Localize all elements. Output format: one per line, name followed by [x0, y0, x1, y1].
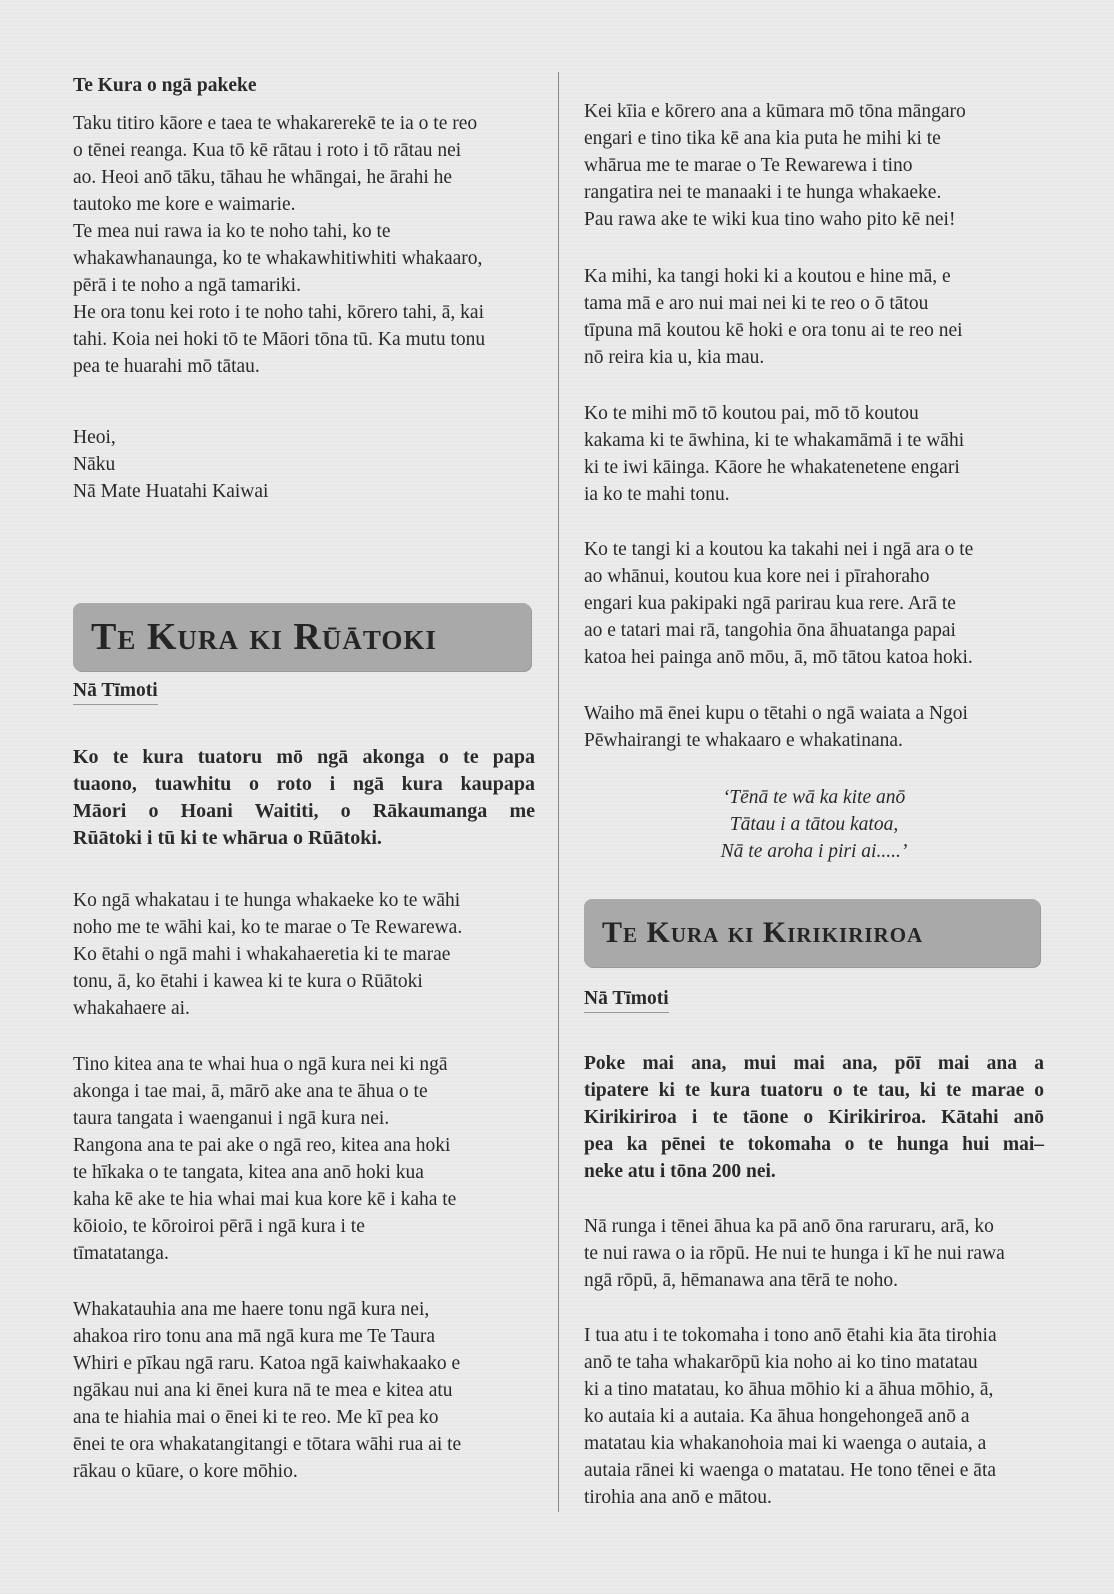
paragraph: [584, 536, 1044, 671]
paragraph: [584, 700, 1044, 754]
text-line: Poke mai ana, mui mai ana, pōī mai ana a: [584, 1053, 1044, 1074]
text-line: tuaono, tuawhitu o roto i ngā kura kaupapa: [73, 773, 535, 795]
section-heading-text: Te Kura ki Kirikiriroa: [602, 916, 924, 949]
text-line: ao. Heoi anō tāku, tāhau he whāngai, he ārahi he: [73, 167, 453, 188]
text-line: Nāku: [73, 454, 116, 475]
text-line: kakama ki te āwhina, ki te whakamāmā i te wāhi: [584, 430, 965, 451]
text-line: whārua me te marae o Te Rewarewa i tino: [584, 155, 913, 176]
text-line: He ora tonu kei roto i te noho tahi, kōrero tahi, ā, kai: [73, 302, 485, 323]
text-line: ko autaia ki a autaia. Ka āhua hongehongeā anō a: [584, 1406, 970, 1427]
text-line: ‘Tēnā te wā ka kite anō: [722, 787, 906, 808]
text-line: engari e tino tika kē ana kia puta he mihi ki te: [584, 128, 941, 149]
text-line: o tēnei reanga. Kua tō kē rātau i roto i tō rātau nei: [73, 140, 462, 161]
text-line: Kirikiriroa i te tāone o Kirikiriroa. Kātahi anō: [584, 1107, 1044, 1128]
text-line: tautoko me kore e waimarie.: [73, 194, 296, 215]
text-line: Tātau i a tātou katoa,: [729, 814, 899, 835]
text-line: anō te taha whakarōpū kia noho ai ko tino matatau: [584, 1352, 978, 1373]
text-line: Waiho mā ēnei kupu o tētahi o ngā waiata a Ngoi: [584, 703, 968, 724]
lead-paragraph: [73, 744, 535, 852]
paragraph: [584, 1322, 1044, 1511]
text-line: whakawhanaunga, ko te whakawhitiwhiti whakaaro,: [73, 248, 483, 269]
text-line: Pau rawa ake te wiki kua tino waho pito kē nei!: [584, 209, 956, 230]
text-line: ngākau nui ana ki ēnei kura nā te mea e kitea atu: [73, 1380, 453, 1401]
text-line: Whiri e pīkau ngā raru. Katoa ngā kaiwhakaako e: [73, 1353, 461, 1374]
text-line: pea ka pēnei te tokomaha o te hunga hui mai–: [584, 1134, 1044, 1155]
text-line: Heoi,: [73, 427, 116, 448]
column-divider: [558, 72, 559, 1512]
text-line: kōioio, te kōroiroi pērā i ngā kura i te: [73, 1216, 365, 1237]
section-heading-kirikiriroa: [584, 899, 1040, 967]
text-line: ki a tino matatau, ko āhua mōhio ki a āhua mōhio, ā,: [584, 1379, 994, 1400]
text-line: tahi. Koia nei hoki tō te Māori tōna tū. Ka mutu tonu: [73, 329, 486, 350]
text-line: Pēwhairangi te whakaaro e whakatinana.: [584, 730, 903, 751]
text-line: Nā te aroha i piri ai.....’: [720, 841, 908, 862]
text-line: engari kua pakipaki ngā parirau kua rere. Arā te: [584, 593, 956, 614]
text-line: Ko ētahi o ngā mahi i whakahaeretia ki te marae: [73, 944, 451, 965]
top-title: Te Kura o ngā pakeke: [73, 75, 257, 96]
text-line: neke atu i tōna 200 nei.: [584, 1161, 776, 1182]
paragraph: [584, 98, 1044, 233]
section-heading-ruatoki: [73, 603, 531, 671]
paragraph: [73, 887, 535, 1022]
paragraph: [584, 400, 1044, 508]
text-line: ao e tatari mai rā, tangohia ōna āhuatanga papai: [584, 620, 956, 641]
text-line: Rūātoki i tū ki te whārua o Rūātoki.: [73, 827, 382, 849]
text-line: tama mā e aro nui mai nei ki te reo o ō tātou: [584, 293, 929, 314]
text-line: pērā i te noho a ngā tamariki.: [73, 275, 301, 296]
text-line: Nā runga i tēnei āhua ka pā anō ōna raruraru, arā, ko: [584, 1216, 994, 1237]
intro-paragraph: [73, 110, 535, 380]
text-line: te hīkaka o te tangata, kitea ana anō hoki kua: [73, 1162, 424, 1183]
text-line: Ka mihi, ka tangi hoki ki a koutou e hine mā, e: [584, 266, 951, 287]
text-line: Rangona ana te pai ake o ngā reo, kitea ana hoki: [73, 1135, 451, 1156]
text-line: matatau kia whakanohoia mai ki waenga o autaia, a: [584, 1433, 987, 1454]
song-quote: [584, 784, 1044, 865]
text-line: Te mea nui rawa ia ko te noho tahi, ko te: [73, 221, 391, 242]
byline: Nā Tīmoti: [584, 988, 669, 1013]
text-line: Tino kitea ana te whai hua o ngā kura nei ki ngā: [73, 1054, 448, 1075]
text-line: I tua atu i te tokomaha i tono anō ētahi kia āta tirohia: [584, 1325, 997, 1346]
paragraph: [584, 1213, 1044, 1294]
paragraph: [584, 263, 1044, 371]
text-line: ki te iwi kāinga. Kāore he whakatenetene engari: [584, 457, 960, 478]
text-line: ahakoa riro tonu ana mā ngā kura me Te Taura: [73, 1326, 436, 1347]
text-line: akonga i tae mai, ā, mārō ake ana te āhua o te: [73, 1081, 428, 1102]
text-line: te nui rawa o ia rōpū. He nui te hunga i kī he nui rawa: [584, 1243, 1005, 1264]
text-line: nō reira kia u, kia mau.: [584, 347, 765, 368]
text-line: tīmatatanga.: [73, 1243, 169, 1264]
lead-paragraph: [584, 1050, 1044, 1185]
text-line: pea te huarahi mō tātau.: [73, 356, 260, 377]
text-line: taura tangata i waenganui i ngā kura nei.: [73, 1108, 390, 1129]
paragraph: [73, 1051, 535, 1267]
text-line: Taku titiro kāore e taea te whakarerekē te ia o te reo: [73, 113, 478, 134]
text-line: ngā rōpū, ā, hēmanawa ana tērā te noho.: [584, 1270, 899, 1291]
text-line: ēnei te ora whakatangitangi e tōtara wāhi rua ai te: [73, 1434, 462, 1455]
text-line: Nā Mate Huatahi Kaiwai: [73, 481, 269, 502]
text-line: tīpuna mā koutou kē hoki e ora tonu ai te reo nei: [584, 320, 963, 341]
text-line: Whakatauhia ana me haere tonu ngā kura nei,: [73, 1299, 430, 1320]
text-line: rākau o kūare, o kore mōhio.: [73, 1461, 298, 1482]
byline: Nā Tīmoti: [73, 680, 158, 705]
text-line: whakahaere ai.: [73, 998, 190, 1019]
signoff: [73, 424, 535, 505]
paragraph: [73, 1296, 535, 1485]
text-line: Ko ngā whakatau i te hunga whakaeke ko te wāhi: [73, 890, 461, 911]
byline-container: [73, 680, 535, 705]
text-line: Ko te kura tuatoru mō ngā akonga o te papa: [73, 746, 535, 768]
text-line: ao whānui, koutou kua kore nei i pīrahoraho: [584, 566, 930, 587]
text-line: rangatira nei te manaaki i te hunga whakaeke.: [584, 182, 942, 203]
text-line: tirohia ana anō e mātou.: [584, 1487, 772, 1508]
text-line: kaha kē ake te hia whai mai kua kore kē i kaha te: [73, 1189, 457, 1210]
text-line: noho me te wāhi kai, ko te marae o Te Rewarewa.: [73, 917, 463, 938]
text-line: katoa hei painga anō mōu, ā, mō tātou katoa hoki.: [584, 647, 973, 668]
text-line: Māori o Hoani Waititi, o Rākaumanga me: [73, 800, 535, 822]
text-line: Ko te tangi ki a koutou ka takahi nei i ngā ara o te: [584, 539, 974, 560]
text-line: Ko te mihi mō tō koutou pai, mō tō koutou: [584, 403, 919, 424]
text-line: Kei kīia e kōrero ana a kūmara mō tōna māngaro: [584, 101, 966, 122]
byline-container: [584, 988, 1044, 1013]
text-line: autaia rānei ki waenga o matatau. He tono tēnei e āta: [584, 1460, 997, 1481]
text-line: tipatere ki te kura tuatoru o te tau, ki te marae o: [584, 1080, 1044, 1101]
section-heading-text: Te Kura ki Rūātoki: [91, 616, 437, 658]
text-line: ia ko te mahi tonu.: [584, 484, 730, 505]
text-line: ana te hiahia mai o ēnei ki te reo. Me kī pea ko: [73, 1407, 439, 1428]
text-line: tonu, ā, ko ētahi i kawea ki te kura o Rūātoki: [73, 971, 423, 992]
